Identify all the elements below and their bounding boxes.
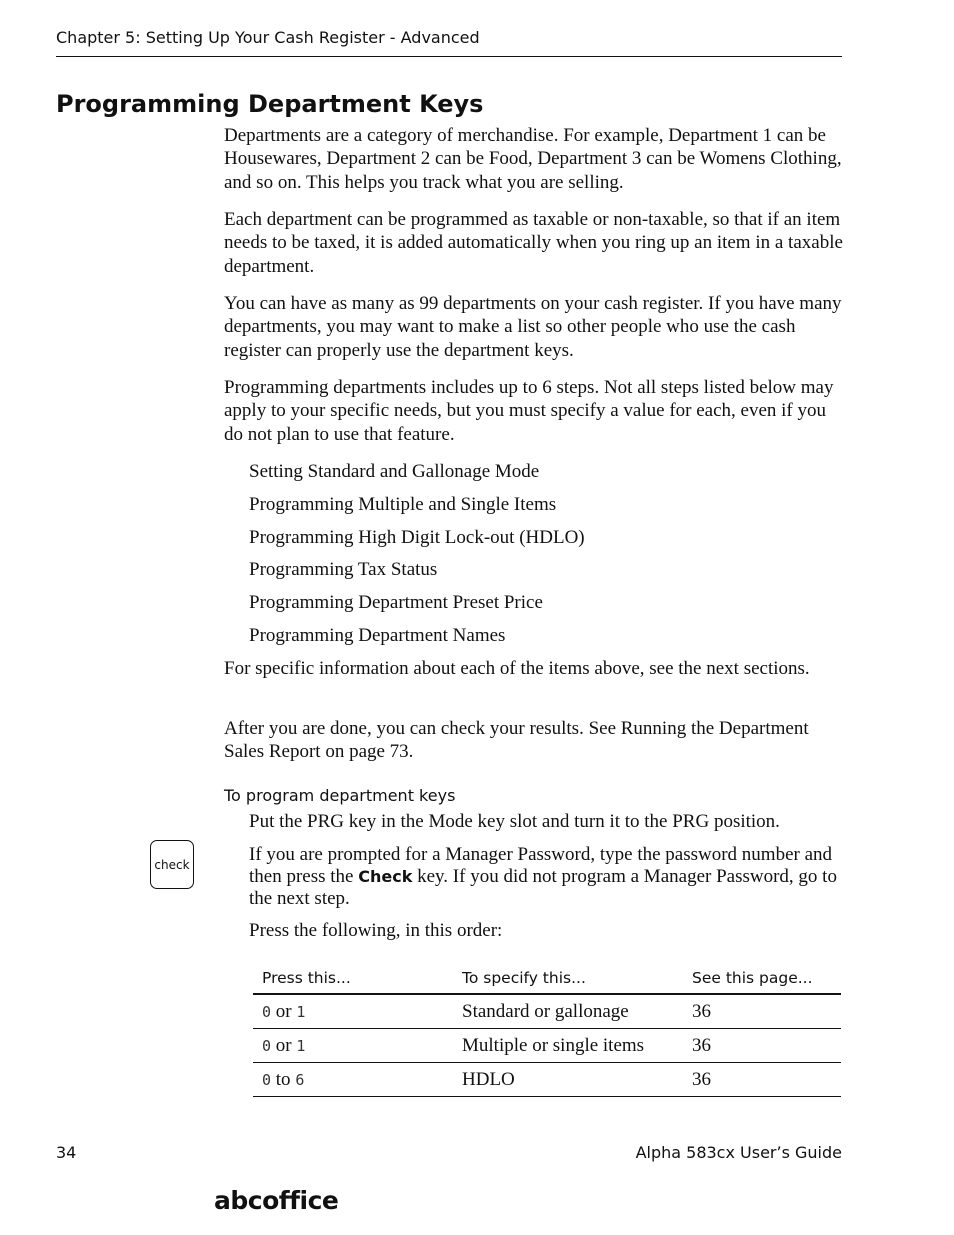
procedure-step-2 xyxy=(249,844,844,910)
key-separator: or xyxy=(275,1034,292,1056)
key-value: 0 xyxy=(262,1070,272,1089)
header-rule xyxy=(56,56,842,57)
list-item: Programming Department Names xyxy=(249,625,506,646)
details-paragraph: For specific information about each of the items above, see the next sections. xyxy=(224,658,810,679)
brand-logo: abcoffice xyxy=(214,1186,339,1215)
check-results-paragraph: After you are done, you can check your results. See Running the Department Sales Report on page 73. xyxy=(224,718,809,763)
specify-cell: HDLO xyxy=(462,1063,692,1097)
intro-paragraph-4: Programming departments includes up to 6 steps. Not all steps listed below may apply to your specific needs, but you must specify a value for each, even if you do not plan to use that feature. xyxy=(224,377,834,445)
list-item: Programming Department Preset Price xyxy=(249,592,543,613)
column-header-specify: To specify this... xyxy=(462,955,692,994)
specify-cell: Standard or gallonage xyxy=(462,994,692,1029)
column-header-page: See this page... xyxy=(692,955,841,994)
list-item: Setting Standard and Gallonage Mode xyxy=(249,461,540,482)
running-header: Chapter 5: Setting Up Your Cash Register - Advanced xyxy=(56,28,480,47)
key-value: 0 xyxy=(262,1002,272,1021)
check-key-icon xyxy=(150,840,194,889)
section-title: Programming Department Keys xyxy=(56,90,484,118)
press-cell xyxy=(253,1063,462,1097)
table-row xyxy=(253,1063,841,1097)
key-value: 6 xyxy=(295,1070,305,1089)
intro-paragraph-3: You can have as many as 99 departments on your cash register. If you have many departments, you may want to make a list so other people who use the cash register can properly use the department keys. xyxy=(224,293,842,361)
intro-paragraph-1: Departments are a category of merchandise. For example, Department 1 can be Housewares, Department 2 can be Food, Department 3 can be Womens Clothing, and so on. This helps you track what you are selling. xyxy=(224,125,842,193)
step2-text-after: key. If you did not program a Manager Password, go to the next step. xyxy=(249,866,837,909)
key-value: 0 xyxy=(262,1036,272,1055)
procedure-heading: To program department keys xyxy=(224,786,456,805)
key-value: 1 xyxy=(296,1036,306,1055)
column-header-press: Press this... xyxy=(253,955,462,994)
list-item: Programming Multiple and Single Items xyxy=(249,494,557,515)
press-cell xyxy=(253,1029,462,1063)
key-value: 1 xyxy=(296,1002,306,1021)
key-sequence-table xyxy=(253,955,841,1097)
press-cell xyxy=(253,994,462,1029)
check-key-name: Check xyxy=(358,867,413,886)
intro-paragraph-2: Each department can be programmed as taxable or non-taxable, so that if an item needs to be taxed, it is added automatically when you ring up an item in a taxable department. xyxy=(224,209,843,277)
table-row xyxy=(253,994,841,1029)
table-row xyxy=(253,1029,841,1063)
page-cell: 36 xyxy=(692,1029,841,1063)
guide-title: Alpha 583cx User’s Guide xyxy=(635,1143,842,1162)
page-cell: 36 xyxy=(692,1063,841,1097)
list-item: Programming Tax Status xyxy=(249,559,438,580)
page-cell: 36 xyxy=(692,994,841,1029)
specify-cell: Multiple or single items xyxy=(462,1029,692,1063)
page-number: 34 xyxy=(56,1143,77,1162)
procedure-step-1: Put the PRG key in the Mode key slot and turn it to the PRG position. xyxy=(249,811,780,832)
table-header-row xyxy=(253,955,841,994)
check-key-label: check xyxy=(154,857,190,872)
list-item: Programming High Digit Lock-out (HDLO) xyxy=(249,527,585,548)
procedure-step-3: Press the following, in this order: xyxy=(249,920,503,941)
step2-text-before: If you are prompted for a Manager Password, type the password number and then press the xyxy=(249,844,833,887)
key-separator: to xyxy=(275,1068,291,1090)
key-separator: or xyxy=(275,1000,292,1022)
